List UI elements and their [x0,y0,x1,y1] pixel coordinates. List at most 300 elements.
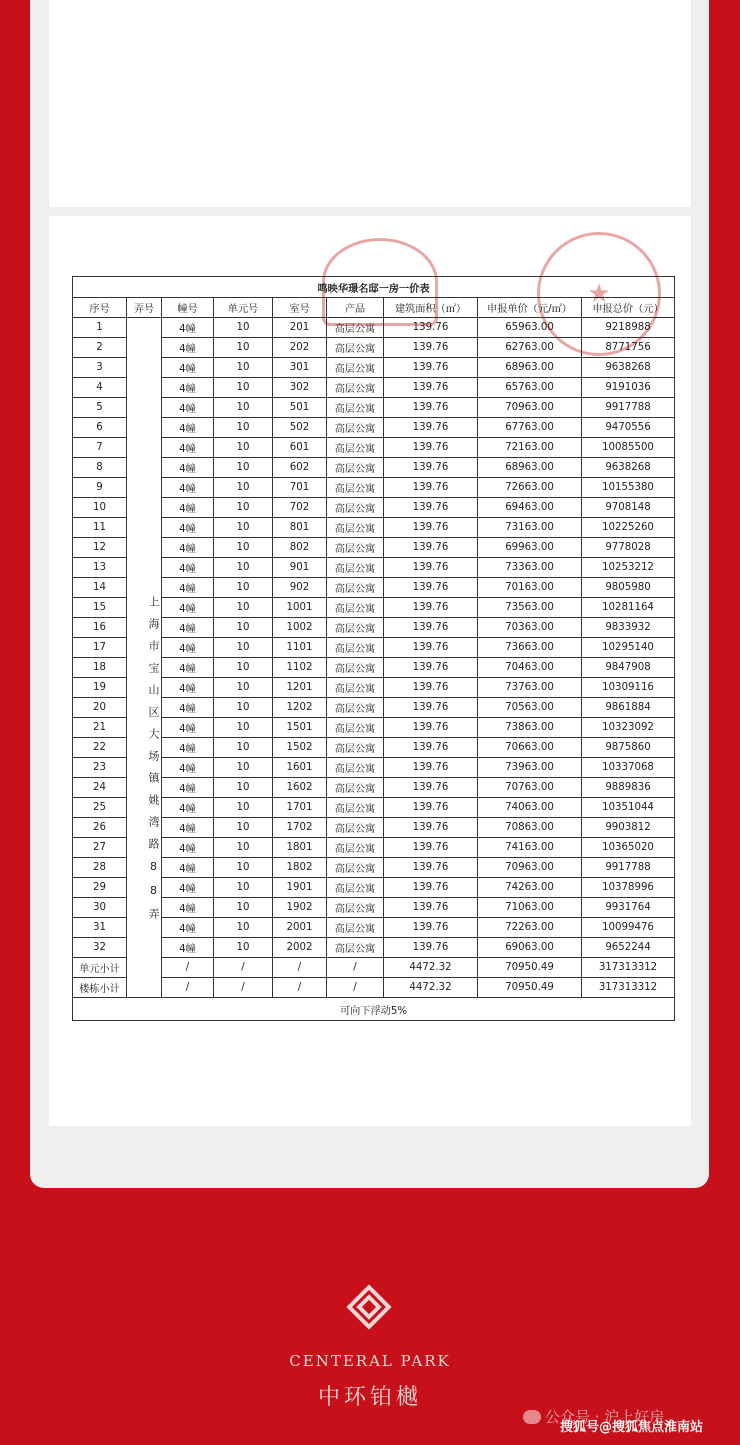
table-cell: 73163.00 [478,518,582,538]
table-row [73,418,675,438]
table-cell: 10 [214,798,273,818]
table-cell: 139.76 [384,658,478,678]
table-cell: 27 [73,838,127,858]
table-cell: 1101 [273,638,327,658]
table-cell: 15 [73,598,127,618]
table-cell: 10 [214,578,273,598]
subtotal-unit-price: 70950.49 [478,978,582,998]
table-cell: 高层公寓 [327,398,384,418]
table-cell: 73963.00 [478,758,582,778]
table-cell: 10 [214,438,273,458]
table-cell: 高层公寓 [327,378,384,398]
table-cell: 高层公寓 [327,858,384,878]
table-cell: 139.76 [384,938,478,958]
table-row [73,738,675,758]
table-cell: 高层公寓 [327,898,384,918]
table-cell: 高层公寓 [327,518,384,538]
table-cell: 高层公寓 [327,418,384,438]
table-cell: 301 [273,358,327,378]
table-cell: 6 [73,418,127,438]
table-row [73,318,675,338]
wechat-watermark-text: 公众号 · 沪上好房 [545,1408,665,1426]
table-cell: 高层公寓 [327,838,384,858]
table-cell: 801 [273,518,327,538]
table-cell: 68963.00 [478,358,582,378]
table-row [73,698,675,718]
table-cell: 1801 [273,838,327,858]
table-row [73,618,675,638]
table-cell: 65763.00 [478,378,582,398]
table-cell: 602 [273,458,327,478]
table-cell: 30 [73,898,127,918]
table-row [73,938,675,958]
table-cell: 10 [214,398,273,418]
table-cell: 高层公寓 [327,678,384,698]
brand-name-en: CENTERAL PARK [289,1352,451,1370]
table-cell: 139.76 [384,418,478,438]
table-cell: 4幢 [162,678,214,698]
column-header: 产品 [327,298,384,318]
table-cell: 10 [214,758,273,778]
table-cell: 70963.00 [478,858,582,878]
table-cell: 601 [273,438,327,458]
table-cell: 73363.00 [478,558,582,578]
table-cell: 2001 [273,918,327,938]
table-cell: 139.76 [384,778,478,798]
table-cell: 1 [73,318,127,338]
table-cell: 11 [73,518,127,538]
table-cell: 1502 [273,738,327,758]
table-cell: 4幢 [162,658,214,678]
table-cell: 9917788 [582,398,675,418]
table-cell: 139.76 [384,498,478,518]
table-cell: 高层公寓 [327,458,384,478]
table-cell: 139.76 [384,718,478,738]
table-cell: 10323092 [582,718,675,738]
subtotal-unit-price: 70950.49 [478,958,582,978]
table-cell: 高层公寓 [327,338,384,358]
table-cell: 10 [214,778,273,798]
subtotal-cell: / [214,958,273,978]
table-cell: 9931764 [582,898,675,918]
table-cell: 69063.00 [478,938,582,958]
table-row [73,818,675,838]
subtotal-cell: / [273,958,327,978]
table-cell: 高层公寓 [327,618,384,638]
table-cell: 10 [214,858,273,878]
table-cell: 10 [214,878,273,898]
table-cell: 21 [73,718,127,738]
subtotal-label: 单元小计 [73,958,127,978]
table-row [73,718,675,738]
table-cell: 10 [214,538,273,558]
table-row [73,778,675,798]
table-cell: 501 [273,398,327,418]
table-cell: 4幢 [162,378,214,398]
table-cell: 4幢 [162,418,214,438]
table-cell: 139.76 [384,358,478,378]
table-cell: 10365020 [582,838,675,858]
table-row [73,458,675,478]
table-cell: 32 [73,938,127,958]
table-cell: 17 [73,638,127,658]
table-cell: 802 [273,538,327,558]
table-cell: 139.76 [384,438,478,458]
table-cell: 高层公寓 [327,438,384,458]
table-cell: 139.76 [384,318,478,338]
table-row [73,578,675,598]
subtotal-area: 4472.32 [384,978,478,998]
table-cell: 10295140 [582,638,675,658]
table-cell: 高层公寓 [327,558,384,578]
table-cell: 10 [214,518,273,538]
table-cell: 10 [214,918,273,938]
table-cell: 70563.00 [478,698,582,718]
table-cell: 70463.00 [478,658,582,678]
table-cell: 4幢 [162,578,214,598]
table-cell: 高层公寓 [327,318,384,338]
table-cell: 31 [73,918,127,938]
table-cell: 高层公寓 [327,718,384,738]
table-cell: 高层公寓 [327,538,384,558]
column-header: 幢号 [162,298,214,318]
table-cell: 72263.00 [478,918,582,938]
table-cell: 1002 [273,618,327,638]
table-cell: 9652244 [582,938,675,958]
table-cell: 139.76 [384,878,478,898]
table-cell: 高层公寓 [327,758,384,778]
table-cell: 4幢 [162,718,214,738]
table-cell: 139.76 [384,458,478,478]
brand-logo-icon [344,1282,394,1332]
subtotal-row [73,958,675,978]
subtotal-cell: / [162,958,214,978]
table-cell: 901 [273,558,327,578]
table-cell: 1001 [273,598,327,618]
column-header: 申报总价（元） [582,298,675,318]
table-cell: 139.76 [384,578,478,598]
table-cell: 702 [273,498,327,518]
table-cell: 2 [73,338,127,358]
subtotal-total: 317313312 [582,958,675,978]
table-cell: 4幢 [162,478,214,498]
table-row [73,378,675,398]
table-cell: 14 [73,578,127,598]
table-cell: 高层公寓 [327,698,384,718]
table-cell: 4幢 [162,558,214,578]
table-cell: 4幢 [162,638,214,658]
column-header: 室号 [273,298,327,318]
brand-name-cn: 中环铂樾 [317,1385,422,1410]
table-cell: 10 [214,318,273,338]
table-cell: 202 [273,338,327,358]
table-cell: 4幢 [162,918,214,938]
table-cell: 139.76 [384,758,478,778]
table-row [73,798,675,818]
table-header-row [73,298,675,318]
table-cell: 139.76 [384,558,478,578]
table-cell: 70663.00 [478,738,582,758]
table-cell: 4幢 [162,618,214,638]
wechat-icon [523,1410,541,1424]
table-cell: 20 [73,698,127,718]
table-cell: 10 [214,378,273,398]
table-cell: 高层公寓 [327,878,384,898]
table-row [73,558,675,578]
table-cell: 4幢 [162,818,214,838]
table-cell: 4幢 [162,758,214,778]
table-cell: 139.76 [384,838,478,858]
subtotal-cell: / [327,978,384,998]
table-cell: 28 [73,858,127,878]
table-cell: 139.76 [384,338,478,358]
table-cell: 4幢 [162,538,214,558]
table-cell: 139.76 [384,598,478,618]
table-cell: 10 [214,818,273,838]
table-row [73,678,675,698]
table-cell: 高层公寓 [327,738,384,758]
table-row [73,478,675,498]
table-cell: 8771756 [582,338,675,358]
table-cell: 13 [73,558,127,578]
table-cell: 10 [214,678,273,698]
table-cell: 高层公寓 [327,498,384,518]
table-cell: 1902 [273,898,327,918]
table-cell: 10 [214,478,273,498]
table-cell: 1102 [273,658,327,678]
table-cell: 10085500 [582,438,675,458]
table-row [73,358,675,378]
table-cell: 10 [214,358,273,378]
table-cell: 201 [273,318,327,338]
table-cell: 4幢 [162,518,214,538]
table-cell: 4幢 [162,878,214,898]
table-cell: 9191036 [582,378,675,398]
subtotal-row [73,978,675,998]
official-seal-right: ★ [537,232,661,356]
table-cell: 1201 [273,678,327,698]
table-cell: 10 [73,498,127,518]
table-cell: 高层公寓 [327,798,384,818]
table-cell: 4幢 [162,738,214,758]
table-cell: 10 [214,618,273,638]
table-cell: 1602 [273,778,327,798]
table-cell: 10 [214,658,273,678]
table-cell: 139.76 [384,798,478,818]
subtotal-total: 317313312 [582,978,675,998]
table-cell: 4幢 [162,438,214,458]
table-cell: 1601 [273,758,327,778]
table-cell: 67763.00 [478,418,582,438]
table-cell: 69963.00 [478,538,582,558]
table-cell: 70363.00 [478,618,582,638]
table-row [73,758,675,778]
table-cell: 9875860 [582,738,675,758]
table-cell: 4幢 [162,778,214,798]
table-cell: 4幢 [162,838,214,858]
table-cell: 4幢 [162,598,214,618]
column-header: 申报单价（元/㎡） [478,298,582,318]
table-cell: 高层公寓 [327,658,384,678]
table-cell: 71063.00 [478,898,582,918]
table-cell: 高层公寓 [327,778,384,798]
table-cell: 73663.00 [478,638,582,658]
column-header: 单元号 [214,298,273,318]
table-cell: 2002 [273,938,327,958]
table-cell: 22 [73,738,127,758]
table-cell: 29 [73,878,127,898]
table-row [73,838,675,858]
table-cell: 10253212 [582,558,675,578]
table-cell: 1202 [273,698,327,718]
table-cell: 4 [73,378,127,398]
table-row [73,858,675,878]
table-cell: 10309116 [582,678,675,698]
table-cell: 25 [73,798,127,818]
table-cell: 18 [73,658,127,678]
table-cell: 10 [214,898,273,918]
table-row [73,638,675,658]
table-row [73,398,675,418]
table-cell: 73763.00 [478,678,582,698]
table-cell: 4幢 [162,398,214,418]
table-cell: 5 [73,398,127,418]
table-cell: 73563.00 [478,598,582,618]
previous-page-sheet [49,0,691,207]
table-cell: 74063.00 [478,798,582,818]
table-cell: 4幢 [162,938,214,958]
table-cell: 10 [214,838,273,858]
table-cell: 139.76 [384,638,478,658]
table-row [73,498,675,518]
table-cell: 4幢 [162,698,214,718]
table-cell: 12 [73,538,127,558]
table-cell: 70163.00 [478,578,582,598]
table-cell: 701 [273,478,327,498]
table-cell: 10099476 [582,918,675,938]
float-note: 可向下浮动5% [73,998,675,1021]
table-cell: 139.76 [384,678,478,698]
table-cell: 1501 [273,718,327,738]
sohu-watermark: 搜狐号@搜狐焦点淮南站 [560,1420,704,1435]
table-cell: 19 [73,678,127,698]
table-cell: 9218988 [582,318,675,338]
table-cell: 4幢 [162,458,214,478]
table-cell: 高层公寓 [327,818,384,838]
table-row [73,878,675,898]
table-cell: 9917788 [582,858,675,878]
table-cell: 10 [214,558,273,578]
table-cell: 74263.00 [478,878,582,898]
table-cell: 9470556 [582,418,675,438]
table-cell: 9861884 [582,698,675,718]
column-header: 建筑面积（㎡） [384,298,478,318]
table-cell: 9778028 [582,538,675,558]
table-row [73,538,675,558]
table-row [73,898,675,918]
subtotal-label: 楼栋小计 [73,978,127,998]
table-cell: 502 [273,418,327,438]
table-cell: 高层公寓 [327,918,384,938]
subtotal-area: 4472.32 [384,958,478,978]
table-cell: 10 [214,338,273,358]
lane-address-cell: 上海市宝山区大场镇姚湾路88弄 [127,318,162,998]
table-cell: 139.76 [384,518,478,538]
table-cell: 139.76 [384,398,478,418]
table-cell: 10337068 [582,758,675,778]
table-cell: 10 [214,458,273,478]
column-header: 弄号 [127,298,162,318]
table-cell: 9805980 [582,578,675,598]
table-cell: 902 [273,578,327,598]
table-cell: 1702 [273,818,327,838]
table-cell: 302 [273,378,327,398]
table-title: 鸣映华璟名邸一房一价表 [73,277,675,298]
table-cell: 24 [73,778,127,798]
table-cell: 10 [214,418,273,438]
table-cell: 10 [214,498,273,518]
table-cell: 8 [73,458,127,478]
table-cell: 9889836 [582,778,675,798]
table-cell: 139.76 [384,858,478,878]
table-cell: 23 [73,758,127,778]
table-cell: 139.76 [384,698,478,718]
table-cell: 139.76 [384,738,478,758]
table-cell: 高层公寓 [327,638,384,658]
table-cell: 1901 [273,878,327,898]
table-cell: 1802 [273,858,327,878]
table-row [73,518,675,538]
table-cell: 10351044 [582,798,675,818]
subtotal-cell: / [327,958,384,978]
table-cell: 高层公寓 [327,938,384,958]
table-cell: 26 [73,818,127,838]
table-cell: 9638268 [582,358,675,378]
table-cell: 10378996 [582,878,675,898]
table-cell: 10155380 [582,478,675,498]
subtotal-cell: / [214,978,273,998]
column-header: 序号 [73,298,127,318]
table-body [73,318,675,998]
table-cell: 139.76 [384,538,478,558]
table-cell: 72163.00 [478,438,582,458]
table-cell: 9 [73,478,127,498]
table-row [73,918,675,938]
table-cell: 9847908 [582,658,675,678]
table-cell: 139.76 [384,898,478,918]
table-cell: 9833932 [582,618,675,638]
table-cell: 10 [214,738,273,758]
table-cell: 16 [73,618,127,638]
table-cell: 65963.00 [478,318,582,338]
table-cell: 3 [73,358,127,378]
table-cell: 高层公寓 [327,598,384,618]
table-cell: 4幢 [162,358,214,378]
table-cell: 10 [214,938,273,958]
table-row [73,598,675,618]
table-cell: 9903812 [582,818,675,838]
table-cell: 139.76 [384,818,478,838]
table-cell: 4幢 [162,498,214,518]
table-cell: 10 [214,598,273,618]
table-cell: 10 [214,698,273,718]
table-cell: 139.76 [384,618,478,638]
table-cell: 4幢 [162,858,214,878]
subtotal-cell: / [273,978,327,998]
table-row [73,438,675,458]
price-table [72,276,675,1021]
table-cell: 10225260 [582,518,675,538]
